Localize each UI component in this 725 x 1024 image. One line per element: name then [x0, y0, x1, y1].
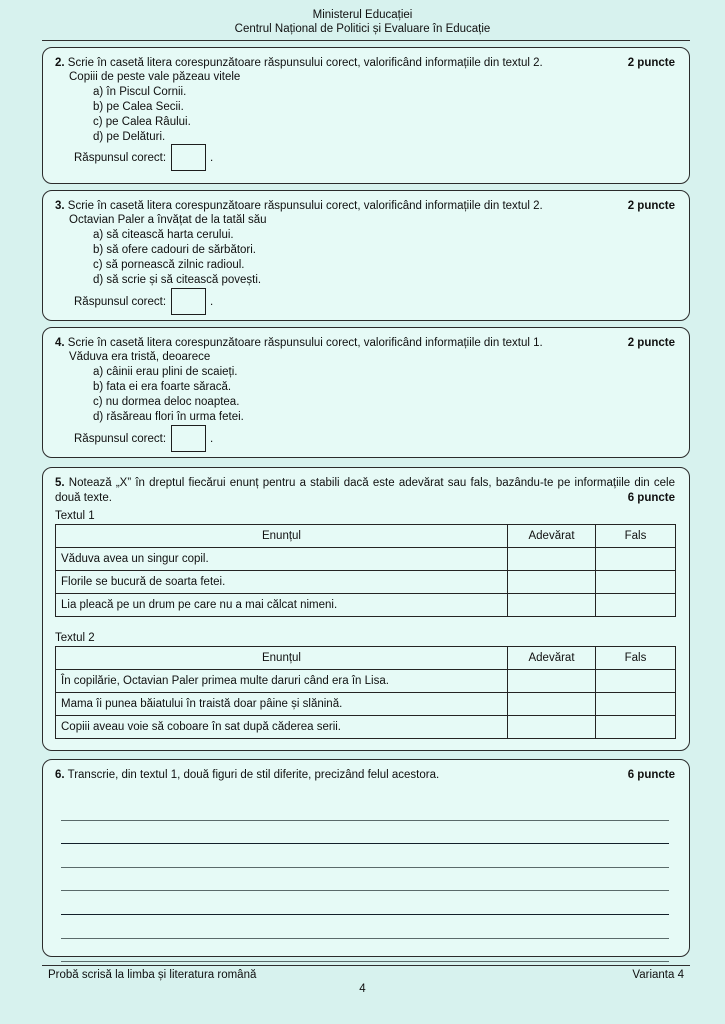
question-5-points: 6 puncte [627, 492, 675, 504]
true-cell[interactable] [508, 594, 596, 617]
writing-line[interactable] [61, 844, 669, 868]
false-cell[interactable] [596, 594, 676, 617]
statement-cell: Copiii aveau voie să coboare în sat după căderea serii. [56, 716, 508, 739]
writing-line[interactable] [61, 797, 669, 821]
writing-line[interactable] [61, 939, 669, 963]
table-row [56, 594, 676, 617]
table-1-title: Textul 1 [55, 510, 95, 522]
option-d: d) răsăreau flori în urma fetei. [93, 410, 244, 423]
answer-writing-area [61, 797, 669, 962]
question-3-head [55, 199, 675, 213]
question-2-head [55, 56, 675, 70]
question-2-box [42, 47, 690, 184]
statement-cell: Mama îi punea băiatului în traistă doar pâine și slănină. [56, 693, 508, 716]
footer-exam-name: Probă scrisă la limba și literatura română [48, 969, 257, 981]
answer-label: Răspunsul corect: [74, 432, 167, 445]
table-row [56, 571, 676, 594]
question-4-box [42, 327, 690, 458]
question-3-prompt: Scrie în casetă litera corespunzătoare răspunsului corect, valorificând informațiile din textul 2. [67, 200, 543, 212]
question-6-points: 6 puncte [627, 769, 675, 781]
question-2-number: 2. [55, 57, 65, 69]
option-b: b) pe Calea Secii. [93, 100, 184, 113]
question-5-number: 5. [55, 477, 65, 489]
col-header-true: Adevărat [508, 647, 596, 670]
question-4-answer-row [74, 425, 675, 453]
true-false-table-2 [55, 646, 676, 739]
question-4-number: 4. [55, 337, 65, 349]
question-4-stem: Văduva era tristă, deoarece [69, 351, 211, 363]
option-d: d) pe Delături. [93, 130, 166, 143]
footer-divider [42, 965, 690, 966]
false-cell[interactable] [596, 716, 676, 739]
answer-box[interactable] [171, 144, 206, 171]
true-cell[interactable] [508, 693, 596, 716]
table-header-row [56, 647, 676, 670]
table-header-row [56, 525, 676, 548]
writing-line[interactable] [61, 891, 669, 915]
answer-label: Răspunsul corect: [74, 295, 167, 308]
page-footer [48, 968, 684, 982]
writing-line[interactable] [61, 868, 669, 892]
question-2-prompt: Scrie în casetă litera corespunzătoare răspunsului corect, valorificând informațiile din textul 2. [67, 57, 543, 69]
answer-box[interactable] [171, 425, 206, 452]
question-6-box [42, 759, 690, 957]
question-3-answer-row [74, 288, 675, 316]
question-3-points: 2 puncte [627, 200, 675, 212]
true-false-table-1 [55, 524, 676, 617]
answer-period: . [210, 151, 214, 164]
question-4-prompt: Scrie în casetă litera corespunzătoare răspunsului corect, valorificând informațiile din textul 1. [67, 337, 543, 349]
question-2-answer-row [74, 144, 675, 172]
page-header [0, 0, 725, 36]
answer-period: . [210, 295, 214, 308]
true-cell[interactable] [508, 548, 596, 571]
option-c: c) nu dormea deloc noaptea. [93, 395, 240, 408]
question-4-head [55, 336, 675, 350]
question-3-stem: Octavian Paler a învățat de la tatăl său [69, 214, 267, 226]
table-row [56, 670, 676, 693]
statement-cell: În copilărie, Octavian Paler primea multe daruri când era în Lisa. [56, 670, 508, 693]
question-2-points: 2 puncte [627, 57, 675, 69]
footer-variant: Varianta 4 [632, 969, 684, 981]
page-number: 4 [359, 983, 366, 995]
statement-cell: Florile se bucură de soarta fetei. [56, 571, 508, 594]
false-cell[interactable] [596, 548, 676, 571]
statement-cell: Lia pleacă pe un drum pe care nu a mai călcat nimeni. [56, 594, 508, 617]
table-row [56, 548, 676, 571]
table-2-title: Textul 2 [55, 632, 95, 644]
question-2-stem: Copiii de peste vale păzeau vitele [69, 71, 241, 83]
table-row [56, 693, 676, 716]
header-divider [42, 40, 690, 41]
option-d: d) să scrie și să citească povești. [93, 273, 262, 286]
question-5-head [55, 476, 675, 506]
question-3-number: 3. [55, 200, 65, 212]
question-2-options [93, 85, 675, 145]
header-center-name: Centrul Național de Politici și Evaluare în Educație [234, 22, 491, 35]
true-cell[interactable] [508, 716, 596, 739]
question-3-box [42, 190, 690, 321]
false-cell[interactable] [596, 571, 676, 594]
option-b: b) fata ei era foarte săracă. [93, 380, 232, 393]
question-4-points: 2 puncte [627, 337, 675, 349]
answer-box[interactable] [171, 288, 206, 315]
col-header-true: Adevărat [508, 525, 596, 548]
writing-line[interactable] [61, 915, 669, 939]
false-cell[interactable] [596, 670, 676, 693]
table-spacer [55, 617, 675, 628]
question-4-options [93, 365, 675, 425]
question-5-prompt: Notează „X” în dreptul fiecărui enunț pentru a stabili dacă este adevărat sau fals, bazându-te pe informațiile din cele două texte. [55, 477, 675, 504]
header-ministry: Ministerul Educației [312, 9, 413, 21]
answer-label: Răspunsul corect: [74, 151, 167, 164]
question-6-prompt: Transcrie, din textul 1, două figuri de stil diferite, precizând felul acestora. [67, 769, 440, 781]
true-cell[interactable] [508, 670, 596, 693]
col-header-false: Fals [596, 647, 676, 670]
col-header-false: Fals [596, 525, 676, 548]
option-a: a) în Piscul Cornii. [93, 85, 187, 98]
question-3-options [93, 228, 675, 288]
statement-cell: Văduva avea un singur copil. [56, 548, 508, 571]
option-a: a) să citească harta cerului. [93, 228, 234, 241]
writing-line[interactable] [61, 821, 669, 845]
question-6-number: 6. [55, 769, 65, 781]
false-cell[interactable] [596, 693, 676, 716]
col-header-statement: Enunțul [56, 525, 508, 548]
option-c: c) pe Calea Râului. [93, 115, 191, 128]
question-6-head [55, 768, 675, 782]
answer-period: . [210, 432, 214, 445]
table-row [56, 716, 676, 739]
question-5-box [42, 467, 690, 751]
option-c: c) să pornească zilnic radioul. [93, 258, 245, 271]
option-b: b) să ofere cadouri de sărbători. [93, 243, 257, 256]
option-a: a) câinii erau plini de scaieți. [93, 365, 238, 378]
col-header-statement: Enunțul [56, 647, 508, 670]
true-cell[interactable] [508, 571, 596, 594]
